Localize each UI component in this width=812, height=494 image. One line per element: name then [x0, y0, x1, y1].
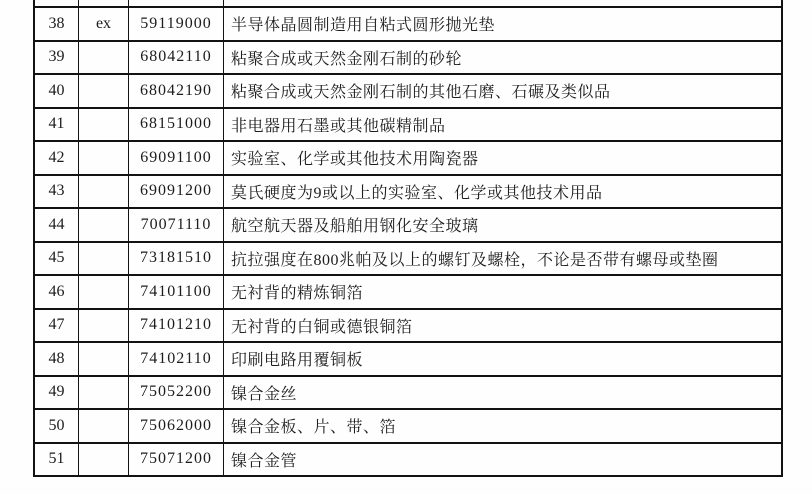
row-number-cell: 39 [35, 42, 79, 74]
description-cell: 实验室、化学或其他技术用陶瓷器 [231, 151, 479, 169]
table-row [35, 207, 781, 241]
ex-flag-cell [79, 243, 129, 275]
row-number-cell: 50 [35, 410, 79, 442]
row-number-cell: 48 [35, 343, 79, 375]
description-cell: 半导体晶圆制造用自粘式圆形抛光垫 [231, 17, 496, 35]
row-number-cell: 40 [35, 75, 79, 107]
description-cell: 无衬背的白铜或德银铜箔 [231, 318, 413, 336]
description-cell [224, 0, 781, 6]
description-cell: 航空航天器及船舶用钢化安全玻璃 [231, 218, 479, 236]
hs-code-cell: 68042110 [129, 42, 224, 74]
ex-flag-cell [79, 109, 129, 141]
ex-flag-cell [79, 142, 129, 174]
hs-code-cell [129, 0, 224, 6]
description-cell: 抗拉强度在800兆帕及以上的螺钉及螺栓，不论是否带有螺母或垫圈 [231, 251, 719, 269]
ex-flag-cell [79, 343, 129, 375]
description-cell: 镍合金板、片、带、箔 [231, 419, 397, 437]
ex-flag-cell [79, 410, 129, 442]
table-row [35, 408, 781, 442]
ex-flag-cell [79, 377, 129, 409]
row-number-cell: 38 [35, 8, 79, 40]
table-row [35, 174, 781, 208]
table-row [35, 308, 781, 342]
description-cell: 非电器用石墨或其他碳精制品 [231, 117, 446, 135]
row-number-cell: 43 [35, 176, 79, 208]
hs-code-cell: 68042190 [129, 75, 224, 107]
hs-code-cell: 59119000 [129, 8, 224, 40]
hs-code-cell: 74101210 [129, 310, 224, 342]
row-number-cell: 42 [35, 142, 79, 174]
row-number-cell: 46 [35, 276, 79, 308]
hs-code-cell: 74101100 [129, 276, 224, 308]
hs-code-cell: 75062000 [129, 410, 224, 442]
table-row [35, 140, 781, 174]
ex-flag-cell [79, 209, 129, 241]
hs-code-cell: 69091200 [129, 176, 224, 208]
ex-flag-cell [79, 444, 129, 476]
description-cell: 粘聚合成或天然金刚石制的砂轮 [231, 50, 463, 68]
ex-flag-cell: ex [79, 8, 129, 40]
row-number-cell: 41 [35, 109, 79, 141]
table-row [35, 341, 781, 375]
hs-code-cell: 75052200 [129, 377, 224, 409]
ex-flag-cell [79, 75, 129, 107]
description-cell: 印刷电路用覆铜板 [231, 352, 364, 370]
table-row [35, 241, 781, 275]
description-cell: 镍合金丝 [231, 385, 298, 403]
ex-flag-cell [79, 310, 129, 342]
table-row [35, 274, 781, 308]
description-cell: 莫氏硬度为9或以上的实验室、化学或其他技术用品 [231, 184, 603, 202]
row-number-cell: 51 [35, 444, 79, 476]
row-number-cell [35, 0, 79, 6]
description-cell: 无衬背的精炼铜箔 [231, 285, 364, 303]
hs-code-cell: 70071110 [129, 209, 224, 241]
row-number-cell: 49 [35, 377, 79, 409]
table-row [35, 375, 781, 409]
partial-row-top [35, 0, 781, 6]
ex-flag-cell [79, 276, 129, 308]
description-cell: 粘聚合成或天然金刚石制的其他石磨、石碾及类似品 [231, 84, 611, 102]
description-cell: 镍合金管 [231, 452, 298, 470]
table-row [35, 107, 781, 141]
hs-code-cell: 75071200 [129, 444, 224, 476]
table-row [35, 6, 781, 40]
ex-flag-cell [79, 42, 129, 74]
table-row [35, 442, 781, 476]
hs-code-table [33, 0, 783, 477]
table-row [35, 40, 781, 74]
hs-code-cell: 69091100 [129, 142, 224, 174]
hs-code-cell: 73181510 [129, 243, 224, 275]
ex-flag-cell [79, 176, 129, 208]
row-number-cell: 44 [35, 209, 79, 241]
ex-flag-cell [79, 0, 129, 6]
hs-code-cell: 68151000 [129, 109, 224, 141]
row-number-cell: 47 [35, 310, 79, 342]
row-number-cell: 45 [35, 243, 79, 275]
hs-code-cell: 74102110 [129, 343, 224, 375]
table-row [35, 73, 781, 107]
